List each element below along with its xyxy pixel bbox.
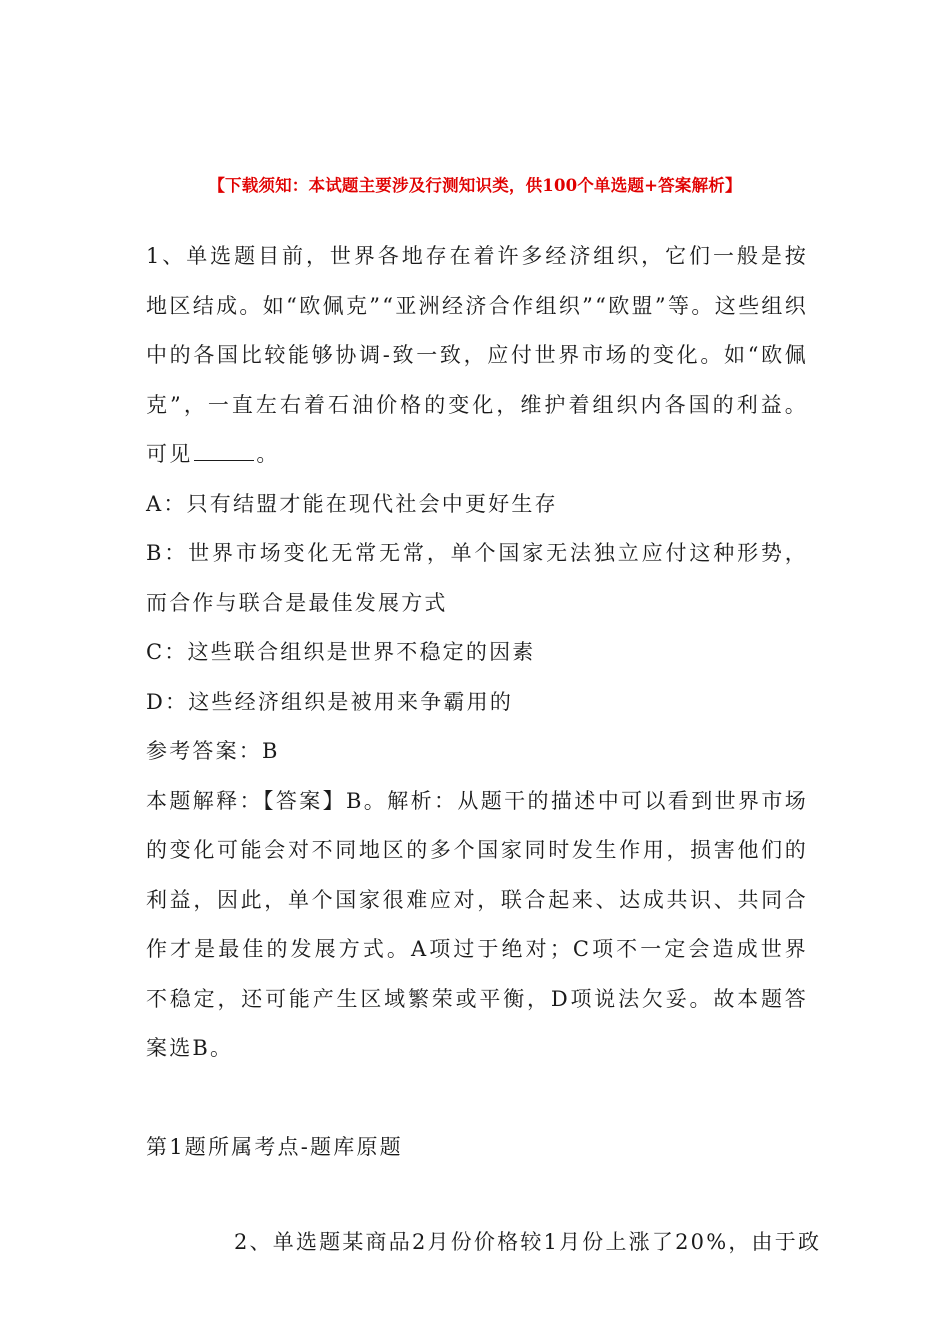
option-c: C：这些联合组织是世界不稳定的因素 (146, 640, 536, 664)
reference-answer: 参考答案：B (146, 739, 280, 763)
question-1-stem-text: 1、单选题目前，世界各地存在着许多经济组织，它们一般是按地区结成。如“欧佩克”“亚洲经济合作组织”“欧盟”等。这些组织中的各国比较能够协调-致一致，应付世界市场的变化。如“欧佩克”，一直左右着石油价格的变化，维护着组织内各国的利益。可见 (146, 244, 808, 466)
question-1-stem-end: 。 (256, 442, 280, 466)
download-notice: 【下载须知：本试题主要涉及行测知识类，供100个单选题+答案解析】 (208, 176, 742, 195)
option-b: B：世界市场变化无常无常，单个国家无法独立应付这种形势，而合作与联合是最佳发展方式 (146, 541, 808, 615)
option-d: D：这些经济组织是被用来争霸用的 (146, 689, 514, 714)
answer-blank (194, 442, 254, 461)
option-a: A：只有结盟才能在现代社会中更好生存 (146, 491, 558, 516)
question-1-stem (146, 232, 808, 480)
topic-note: 第1题所属考点-题库原题 (146, 1134, 403, 1159)
explanation: 本题解释：【答案】B。解析：从题干的描述中可以看到世界市场的变化可能会对不同地区的多个国家同时发生作用，损害他们的利益，因此，单个国家很难应对，联合起来、达成共识、共同合作才是最佳的发展方式。A项过于绝对；C项不一定会造成世界不稳定，还可能产生区域繁荣或平衡，D项说法欠妥。故本题答案选B。 (146, 788, 808, 1060)
question-2-stem: 2、单选题某商品2月份价格较1月份上涨了20%，由于政 (234, 1230, 822, 1254)
document-body (146, 232, 822, 1268)
